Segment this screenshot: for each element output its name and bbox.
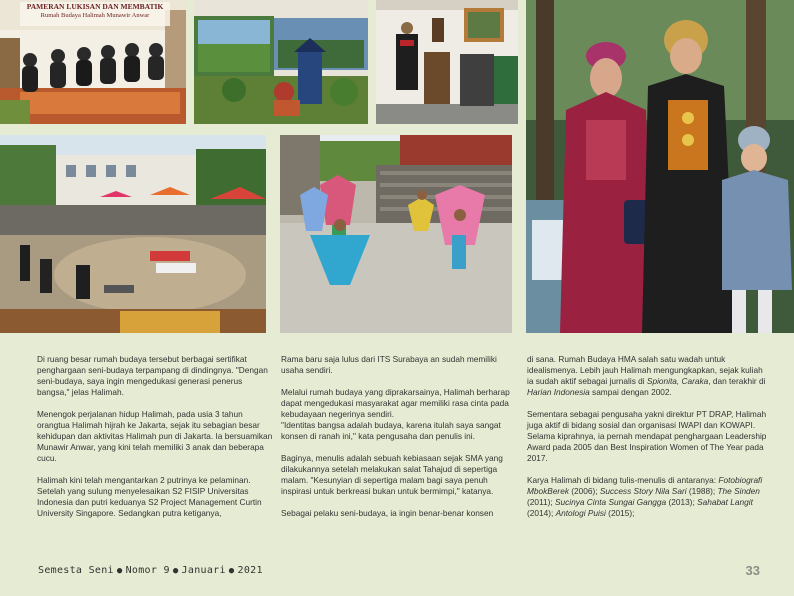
paragraph: "Identitas bangsa adalah budaya, karena itulah saya sangat konsen di ranah ini," kata pengusaha dan penulis ini. [281, 420, 501, 441]
separator-dot: ● [228, 566, 235, 576]
paragraph: Sementara sebagai pengusaha yakni direktur PT DRAP, Halimah juga aktif di bidang sosial dan organisasi IWAPI dan KOWAPI. Selama kiprahnya, ia pernah mendapat penghargaan Leadership Award pada 2005 dan Best Inspiration Women of The Year pada 2017. [527, 409, 767, 463]
photo-exhibition-seated-women [0, 0, 186, 124]
issue-year: 2021 [237, 565, 263, 576]
text-run: sampai dengan 2002. [589, 387, 672, 397]
text-run: (2015); [605, 508, 635, 518]
issue-month: Januari [181, 565, 226, 576]
separator-dot: ● [116, 566, 123, 576]
book-title: Fotobiografi MbokBerek [527, 475, 763, 496]
page-number: 33 [745, 563, 760, 578]
paragraph [527, 354, 767, 398]
book-title: Success Story Nila Sari [599, 486, 687, 496]
book-title: Sucinya Cinta Sungai Gangga [554, 497, 667, 507]
paragraph: Rama baru saja lulus dari ITS Surabaya an sudah memiliki usaha sendiri. [281, 354, 497, 375]
italic-text: Spionita, Caraka [646, 376, 709, 386]
paragraph: Halimah kini telah mengantarkan 2 putrinya ke pelaminan. Setelah yang sulung menyelesaikan S2 FISIP Universitas Indonesia dan putri keduanya S2 Project Management Curtin University Singapore. Sedangkan putra ketiganya, [37, 475, 262, 518]
text-run: Karya Halimah di bidang tulis-menulis di antaranya: [527, 475, 719, 485]
text-run: (2013); [666, 497, 698, 507]
photo-portrait-three-women [526, 0, 794, 333]
text-run: , dan terakhir di [708, 376, 766, 386]
paragraph: Melalui rumah budaya yang diprakarsainya, Halimah berharap dapat mengedukasi masyarakat agar memiliki rasa cinta pada kebudayaan negerinya sendiri. [281, 387, 510, 419]
photo-traditional-costume [376, 0, 518, 124]
paragraph [527, 475, 767, 519]
exhibition-banner [20, 2, 170, 26]
text-run: (2011); [527, 497, 555, 507]
paragraph: Di ruang besar rumah budaya tersebut berbagai sertifikat penghargaan seni-budaya terpampang di dindingnya. "Dengan seni-budaya, saya ingin mengedukasi generasi penerus bangsa," jelas Halimah. [37, 354, 268, 397]
book-title: Sahabat Langit [697, 497, 753, 507]
text-column-3 [527, 354, 767, 530]
paragraph: Sebagai pelaku seni-budaya, ia ingin benar-benar konsen [281, 508, 494, 518]
text-column-1 [37, 354, 273, 530]
separator-dot: ● [172, 566, 179, 576]
banner-title: PAMERAN LUKISAN DAN MEMBATIK [26, 2, 164, 11]
paragraph: Baginya, menulis adalah sebuah kebiasaan sejak SMA yang dilakukannya setelah melakukan salat Tahajud di sepertiga malam. "Kesunyian di sepertiga malam bagi saya penuh inspirasi untuk berkreasi bukan untuk bermimpi," katanya. [281, 453, 503, 496]
text-run: di sana. Rumah Budaya HMA salah satu wadah untuk idealismenya. Lebih jauh Halimah mengungkapkan, sejak kuliah ia sudah aktif sebagai jurnalis di [527, 354, 763, 386]
issue-number: Nomor 9 [125, 565, 170, 576]
paragraph: Menengok perjalanan hidup Halimah, pada usia 3 tahun orangtua Halimah hijrah ke Jakarta, sejak itu sebagian besar kehidupan dan aktivitas Halimah pun di Jakarta. Ia bersuamikan Munawir Anwar, yang kini telah memiliki 3 anak dan beberapa cucu. [37, 409, 273, 463]
italic-text: Harian Indonesia [527, 387, 590, 397]
banner-subtitle: Rumah Budaya Halimah Munawir Anwar [40, 12, 150, 19]
photo-dancers [280, 135, 512, 333]
text-run: (1988); [686, 486, 718, 496]
footer-issue-info [38, 565, 263, 576]
text-run: (2006); [568, 486, 600, 496]
book-title: Antologi Puisi [555, 508, 606, 518]
text-column-2 [281, 354, 517, 530]
book-title: The Sinden [717, 486, 760, 496]
photo-painting-garden [194, 0, 368, 124]
text-run: (2014); [527, 508, 556, 518]
magazine-name: Semesta Seni [38, 565, 114, 576]
photo-courtyard-performance [0, 135, 266, 333]
